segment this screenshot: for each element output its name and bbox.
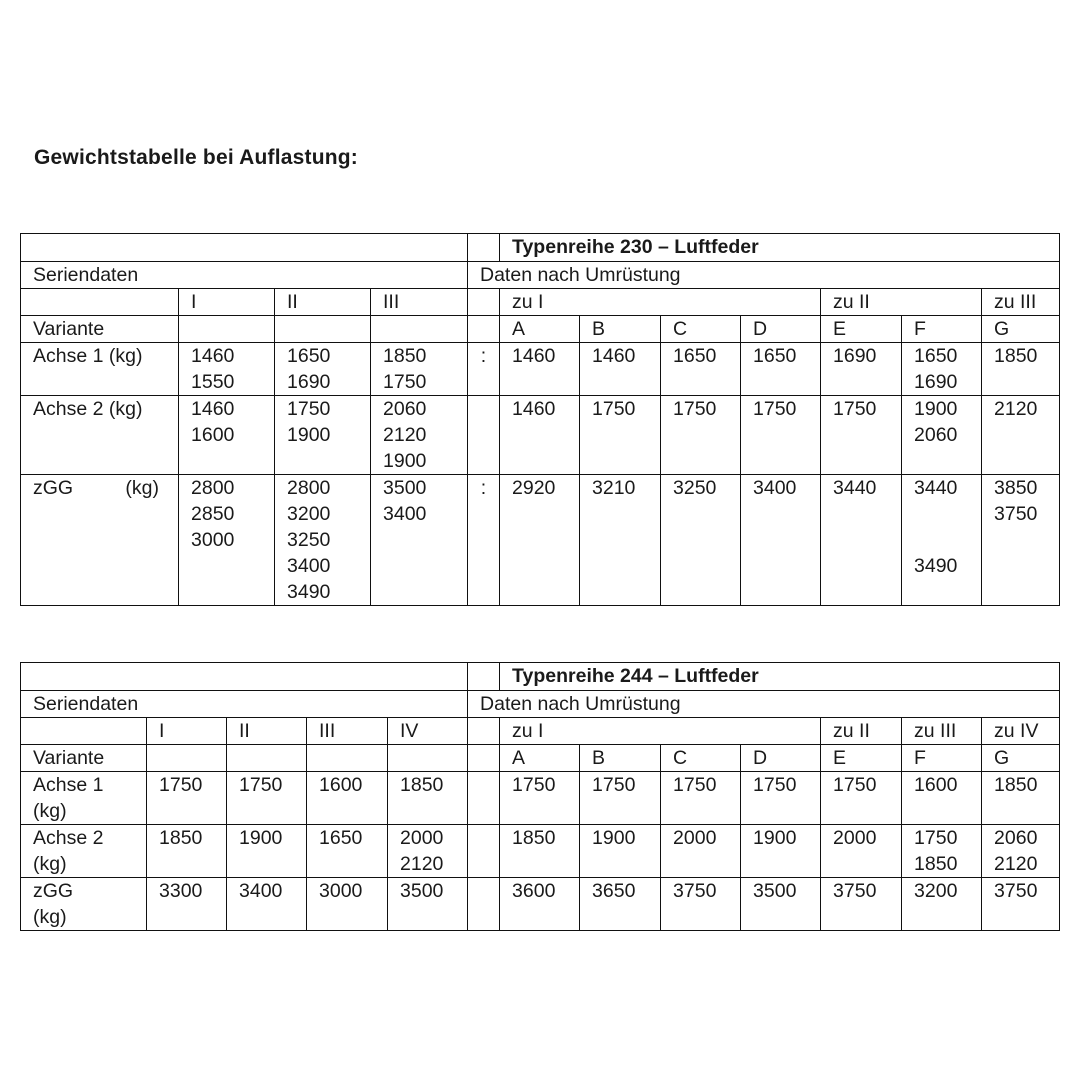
empty-cell [21,718,147,745]
value-cell: 3650 [580,878,661,931]
group-header: zu II [821,718,902,745]
value-cell: 1750 [741,772,821,825]
variant-letter: E [821,745,902,772]
value-cell: 1650 [661,343,741,396]
seriendaten-label: Seriendaten [21,262,468,289]
colon-separator: : [468,475,500,606]
value-cell: 1850 [147,825,227,878]
variant-letter: B [580,316,661,343]
value-cell: 3750 [661,878,741,931]
variant-letter: G [982,316,1060,343]
value-cell: 1750 [821,396,902,475]
value-cell: 2800 2850 3000 [179,475,275,606]
table-row [21,772,1060,825]
table-row [21,825,1060,878]
empty-cell [227,745,307,772]
empty-cell [179,316,275,343]
table-row [21,396,1060,475]
value-cell: 1850 [982,343,1060,396]
empty-cell [147,745,227,772]
value-cell: 1900 2060 [902,396,982,475]
table-row [21,475,1060,606]
value-cell: 1750 [741,396,821,475]
value-cell: 3000 [307,878,388,931]
separator-cell [468,316,500,343]
roman-header: I [179,289,275,316]
value-cell: 3440 [821,475,902,606]
roman-header: IV [388,718,468,745]
value-cell: 1750 [147,772,227,825]
value-cell: 3300 [147,878,227,931]
separator-cell [468,663,500,691]
value-cell: 2000 [821,825,902,878]
table-title: Typenreihe 230 – Luftfeder [500,234,1060,262]
separator-cell [468,745,500,772]
umruestung-label: Daten nach Umrüstung [468,691,1060,718]
variant-letter: C [661,316,741,343]
separator-cell [468,234,500,262]
value-cell: 3750 [982,878,1060,931]
value-cell: 3250 [661,475,741,606]
separator-cell [468,878,500,931]
value-cell: 1900 [580,825,661,878]
group-header: zu III [982,289,1060,316]
value-cell: 3600 [500,878,580,931]
empty-header-cell [21,663,468,691]
value-cell: 1650 [741,343,821,396]
value-cell: 1460 1550 [179,343,275,396]
group-header: zu II [821,289,982,316]
variante-label: Variante [21,316,179,343]
table-title: Typenreihe 244 – Luftfeder [500,663,1060,691]
value-cell: 3210 [580,475,661,606]
value-cell: 1600 [307,772,388,825]
empty-header-cell [21,234,468,262]
variant-letter: A [500,745,580,772]
value-cell: 1460 [580,343,661,396]
value-cell: 3750 [821,878,902,931]
empty-cell [21,289,179,316]
value-cell: 1900 [227,825,307,878]
separator-cell [468,396,500,475]
variant-letter: C [661,745,741,772]
group-header: zu III [902,718,982,745]
value-cell: 1650 1690 [902,343,982,396]
value-cell: 1690 [821,343,902,396]
row-label: Achse 2 (kg) [21,396,179,475]
roman-header: III [307,718,388,745]
colon-separator: : [468,343,500,396]
variant-letter: B [580,745,661,772]
value-cell: 3400 [227,878,307,931]
roman-header: I [147,718,227,745]
roman-header: II [275,289,371,316]
value-cell: 1850 [982,772,1060,825]
value-cell: 1460 [500,396,580,475]
seriendaten-label: Seriendaten [21,691,468,718]
group-header: zu I [500,289,821,316]
variant-letter: A [500,316,580,343]
value-cell: 3200 [902,878,982,931]
table-row [21,878,1060,931]
value-cell: 2060 2120 [982,825,1060,878]
separator-cell [468,772,500,825]
page-heading: Gewichtstabelle bei Auflastung: [34,146,358,169]
row-label: zGG (kg) [21,878,147,931]
value-cell: 2000 [661,825,741,878]
value-cell: 1600 [902,772,982,825]
variant-letter: D [741,316,821,343]
row-label: Achse 1 (kg) [21,772,147,825]
empty-cell [307,745,388,772]
value-cell: 1750 1850 [902,825,982,878]
roman-header: II [227,718,307,745]
value-cell: 3850 3750 [982,475,1060,606]
value-cell: 1750 [661,772,741,825]
value-cell: 1850 [500,825,580,878]
value-cell: 1650 [307,825,388,878]
group-header: zu IV [982,718,1060,745]
value-cell: 2920 [500,475,580,606]
variante-label: Variante [21,745,147,772]
value-cell: 1750 1900 [275,396,371,475]
empty-cell [275,316,371,343]
value-cell: 1750 [821,772,902,825]
row-label: zGG (kg) [21,475,179,606]
value-cell: 3500 [388,878,468,931]
roman-header: III [371,289,468,316]
row-label: Achse 2 (kg) [21,825,147,878]
variant-letter: D [741,745,821,772]
value-cell: 2120 [982,396,1060,475]
value-cell: 1460 1600 [179,396,275,475]
table-row [21,343,1060,396]
value-cell: 1750 [661,396,741,475]
value-cell: 1750 [580,396,661,475]
value-cell: 2000 2120 [388,825,468,878]
empty-cell [371,316,468,343]
empty-cell [388,745,468,772]
value-cell: 1750 [500,772,580,825]
value-cell: 1750 [580,772,661,825]
value-cell: 3500 3400 [371,475,468,606]
variant-letter: E [821,316,902,343]
separator-cell [468,718,500,745]
variant-letter: F [902,316,982,343]
separator-cell [468,289,500,316]
separator-cell [468,825,500,878]
value-cell: 1650 1690 [275,343,371,396]
value-cell: 1750 [227,772,307,825]
value-cell: 2800 3200 3250 3400 3490 [275,475,371,606]
weight-table-244 [20,662,1060,931]
umruestung-label: Daten nach Umrüstung [468,262,1060,289]
value-cell: 2060 2120 1900 [371,396,468,475]
value-cell: 1850 [388,772,468,825]
weight-table-230 [20,233,1060,606]
value-cell: 3500 [741,878,821,931]
value-cell: 1850 1750 [371,343,468,396]
value-cell: 1900 [741,825,821,878]
variant-letter: F [902,745,982,772]
value-cell: 3400 [741,475,821,606]
variant-letter: G [982,745,1060,772]
value-cell: 1460 [500,343,580,396]
value-cell: 3440 3490 [902,475,982,606]
group-header: zu I [500,718,821,745]
row-label: Achse 1 (kg) [21,343,179,396]
